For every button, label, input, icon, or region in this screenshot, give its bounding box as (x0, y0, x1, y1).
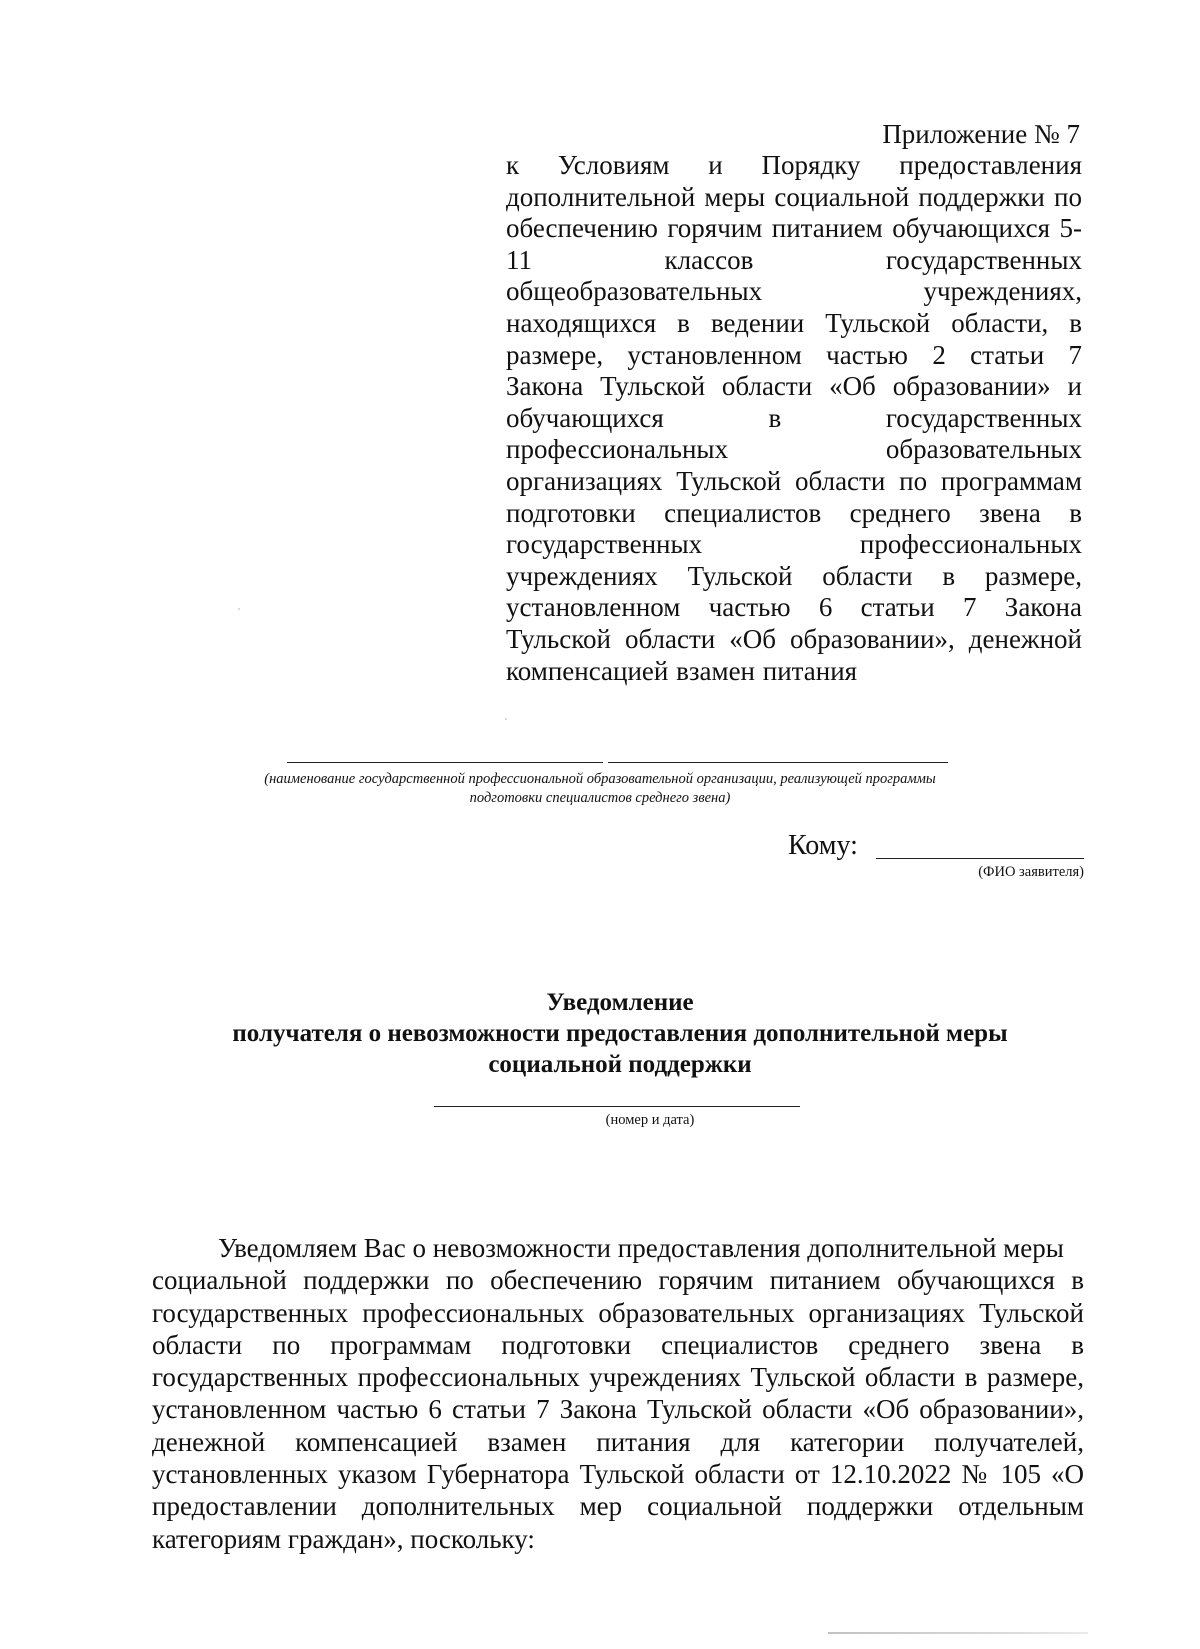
appendix-line: дополнительной меры социальной поддержки по (506, 181, 1082, 212)
appendix-line: обучающихся в государственных (506, 402, 1082, 433)
addressee-label: Кому: (788, 830, 858, 861)
appendix-line: размере, установленном частью 2 статьи 7 (506, 339, 1082, 370)
appendix-line: находящихся в ведении Тульской области, в (506, 307, 1082, 338)
scan-speck (238, 608, 240, 610)
number-date-underline (434, 1106, 800, 1107)
scan-edge-mark (828, 1632, 1088, 1634)
body-line: категориям граждан», поскольку: (152, 1523, 535, 1554)
appendix-line: профессиональных образовательных (506, 434, 1082, 465)
body-line: области по программам подготовки специалистов среднего звена в (152, 1329, 1084, 1360)
appendix-line: государственных профессиональных (506, 529, 1082, 560)
organization-caption-line: (наименование государственной профессиональной образовательной организации, реализующей программы (264, 771, 936, 787)
appendix-line: установленном частью 6 статьи 7 Закона (506, 592, 1082, 623)
notice-title (150, 987, 1090, 1080)
appendix-line: организациях Тульской области по программам (506, 465, 1082, 496)
appendix-line: общеобразовательных учреждениях, (506, 276, 1082, 307)
number-date-caption: (номер и дата) (605, 1112, 695, 1128)
body-line: денежной компенсацией взамен питания для категории получателей, (152, 1426, 1084, 1457)
appendix-line: компенсацией взамен питания (506, 655, 858, 686)
notice-title-line: Уведомление (546, 989, 694, 1016)
body-line: государственных профессиональных учреждениях Тульской области в размере, (152, 1362, 1084, 1393)
body-line: предоставлении дополнительных мер социальной поддержки отдельным (152, 1491, 1084, 1522)
appendix-title: Приложение № 7 (882, 119, 1080, 149)
body-line: Уведомляем Вас о невозможности предоставления дополнительной меры (218, 1233, 1064, 1263)
addressee-underline (876, 858, 1084, 859)
notice-title-line: социальной поддержки (488, 1051, 752, 1078)
body-line: государственных профессиональных образовательных организациях Тульской (152, 1297, 1084, 1328)
body-line: установленных указом Губернатора Тульской области от 12.10.2022 № 105 «О (152, 1459, 1084, 1490)
organization-name-underline (608, 762, 948, 763)
appendix-line: подготовки специалистов среднего звена в (506, 497, 1082, 528)
appendix-line: к Условиям и Порядку предоставления (506, 150, 1082, 180)
body-line: установленном частью 6 статьи 7 Закона Тульской области «Об образовании», (152, 1394, 1084, 1425)
appendix-line: Тульской области «Об образовании», денежной (506, 623, 1082, 654)
appendix-line: учреждениях Тульской области в размере, (506, 560, 1082, 591)
scan-speck (505, 718, 507, 720)
appendix-description (506, 150, 1082, 687)
addressee-caption: (ФИО заявителя) (978, 864, 1084, 880)
appendix-line: Закона Тульской области «Об образовании» и (506, 371, 1082, 402)
organization-name-underline (287, 762, 603, 763)
appendix-line: 11 классов государственных (506, 244, 1082, 275)
body-line: социальной поддержки по обеспечению горячим питанием обучающихся в (152, 1265, 1084, 1296)
organization-caption-line: подготовки специалистов среднего звена) (469, 790, 731, 806)
notice-title-line: получателя о невозможности предоставления дополнительной меры (232, 1020, 1008, 1047)
notice-body (152, 1232, 1084, 1555)
organization-caption (180, 770, 1020, 808)
appendix-line: обеспечению горячим питанием обучающихся 5- (506, 213, 1082, 244)
